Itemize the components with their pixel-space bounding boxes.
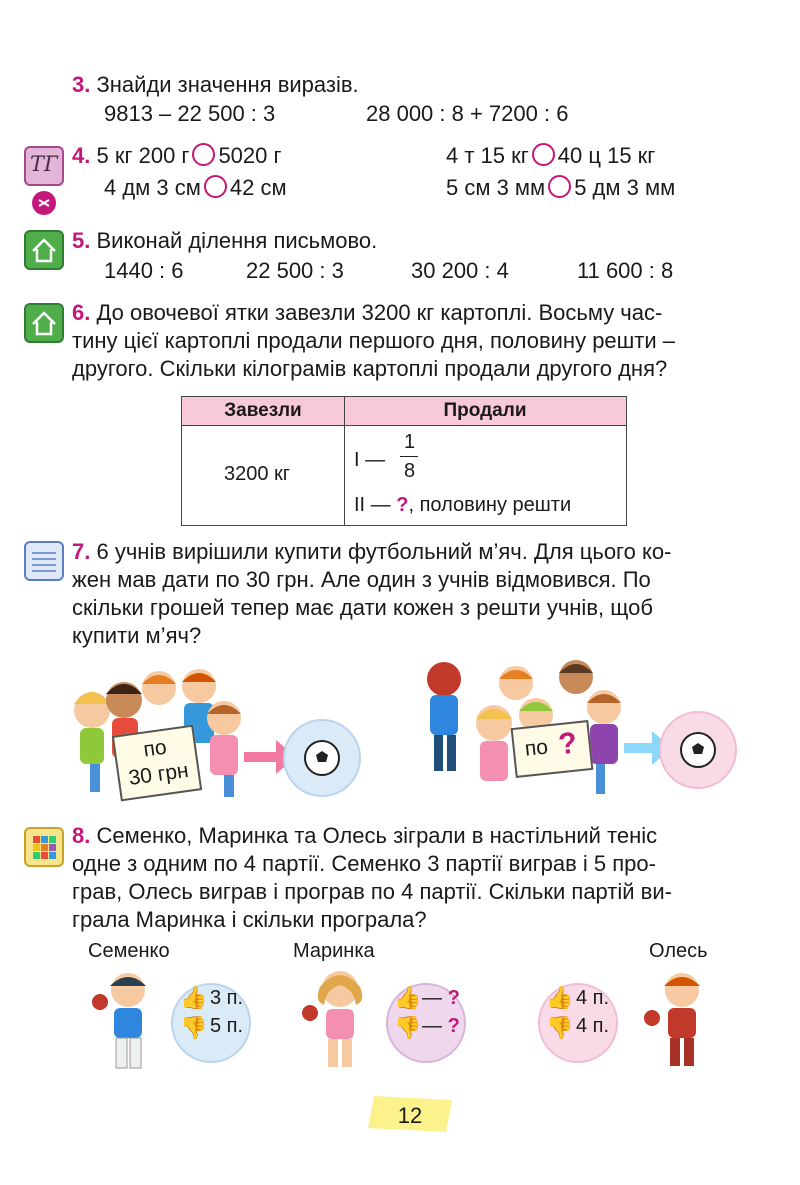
task-7-line-2: жен мав дати по 30 грн. Але один з учнів відмовився. По [72, 567, 651, 592]
notebook-icon [24, 541, 64, 581]
second-day-label: II — [354, 494, 391, 516]
thumbs-up-icon: 👍 [394, 985, 422, 1010]
thumbs-up-icon: 👍 [180, 985, 208, 1010]
compare-circle[interactable] [548, 175, 571, 198]
question-mark: ? [447, 1015, 460, 1037]
task-4-row-2b [446, 173, 675, 203]
task-text: Виконай ділення письмово. [96, 228, 378, 253]
comparison-badge-icon [32, 191, 56, 215]
task-number: 7. [72, 539, 91, 564]
task-5-title [72, 226, 377, 256]
task-6-line-2: тину цієї картоплі продали першого дня, половину решти – [72, 328, 676, 353]
task-number: 6. [72, 300, 91, 325]
logic-icon-glyph: ТГ [30, 152, 58, 176]
expression: 30 200 : 4 [411, 258, 509, 283]
table-cell-first: I — [354, 449, 386, 471]
quantity: 40 ц 15 кг [557, 143, 656, 168]
thumbs-down-icon: 👎 [394, 1015, 422, 1040]
puzzle-cube-icon [24, 827, 64, 867]
task-4-row-2 [104, 173, 287, 203]
task-number: 8. [72, 823, 91, 848]
player-name-marynka: Маринка [293, 940, 375, 962]
task-text: 6 учнів вирішили купити футбольний м’яч. Для цього ко- [96, 539, 672, 564]
dash: — [422, 987, 442, 1009]
girl-player-illustration [296, 965, 382, 1073]
dash: — [422, 1015, 442, 1037]
boy-player-illustration-2 [640, 968, 720, 1074]
task-8-line-3: грав, Олесь виграв і програв по 4 партії. Скільки партій ви- [72, 879, 672, 904]
thumbs-down-icon: 👎 [546, 1015, 574, 1040]
logic-icon [24, 146, 64, 186]
home-task-icon [24, 303, 64, 343]
quantity: 42 см [229, 175, 287, 200]
wins-value [422, 987, 460, 1010]
task-8-line-1 [72, 821, 657, 851]
page-number: 12 [397, 1103, 423, 1128]
task-6-line-3: другого. Скільки кілограмів картоплі продали другого дня? [72, 356, 668, 381]
thumbs-down-icon: 👎 [180, 1015, 208, 1040]
task-4-row-1b [446, 141, 655, 171]
task-3-title [72, 70, 359, 100]
task-text: Семенко, Маринка та Олесь зіграли в настільний теніс [96, 823, 658, 848]
task-7-line-4: купити м’яч? [72, 623, 202, 648]
table-cell-amount: 3200 кг [224, 463, 291, 485]
second-day-text: , половину решти [408, 494, 572, 516]
fraction-numerator: 1 [404, 431, 416, 453]
quantity: 5 кг 200 г [96, 143, 190, 168]
compare-circle[interactable] [204, 175, 227, 198]
thumbs-up-icon: 👍 [546, 985, 574, 1010]
question-mark: ? [556, 726, 579, 762]
task-8-line-4: грала Маринка і скільки програла? [72, 907, 427, 932]
column-header: Завезли [224, 400, 302, 421]
home-task-icon [24, 230, 64, 270]
quantity: 5020 г [218, 143, 282, 168]
column-header: Продали [443, 400, 527, 421]
expression: 11 600 : 8 [577, 258, 674, 283]
task-6-line-1 [72, 298, 662, 328]
quantity: 5 см 3 мм [446, 175, 546, 200]
quantity: 5 дм 3 мм [574, 175, 676, 200]
boy-player-illustration [88, 968, 168, 1074]
task-text: Знайди значення виразів. [96, 72, 359, 97]
task-text: До овочевої ятки завезли 3200 кг картоплі. Восьму час- [96, 300, 663, 325]
expression: 9813 – 22 500 : 3 [104, 101, 276, 126]
compare-circle[interactable] [532, 143, 555, 166]
quantity: 4 т 15 кг [446, 143, 529, 168]
wins-value: 4 п. [576, 987, 610, 1009]
losses-value [422, 1015, 460, 1038]
sign-text-bottom: 30 грн [127, 758, 190, 790]
task-number: 4. [72, 143, 91, 168]
unknown-price-sign [511, 720, 594, 778]
player-name-semenko: Семенко [88, 940, 170, 962]
expression: 1440 : 6 [104, 258, 184, 283]
price-sign [112, 725, 202, 802]
expression: 22 500 : 3 [246, 258, 344, 283]
losses-value: 4 п. [576, 1015, 610, 1037]
quantity: 4 дм 3 см [104, 175, 201, 200]
table-cell-second [354, 494, 571, 517]
task-4-row-1 [72, 141, 282, 171]
fraction-bar [400, 456, 418, 457]
task-number: 3. [72, 72, 91, 97]
data-table [181, 396, 627, 526]
question-mark: ? [447, 987, 460, 1009]
wins-value: 3 п. [210, 987, 244, 1009]
sign-text-top: по [141, 735, 169, 762]
compare-circle[interactable] [192, 143, 215, 166]
expression: 28 000 : 8 + 7200 : 6 [366, 101, 569, 126]
task-7-line-1 [72, 537, 671, 567]
kids-group-illustration [64, 660, 364, 805]
fraction-denominator: 8 [404, 460, 416, 482]
task-8-line-2: одне з одним по 4 партії. Семенко 3 партії виграв і 5 про- [72, 851, 656, 876]
question-mark: ? [396, 494, 409, 516]
player-name-oles: Олесь [649, 940, 708, 962]
losses-value: 5 п. [210, 1015, 244, 1037]
task-number: 5. [72, 228, 91, 253]
task-7-line-3: скільки грошей тепер має дати кожен з решти учнів, щоб [72, 595, 653, 620]
sign-text: по [523, 735, 550, 761]
